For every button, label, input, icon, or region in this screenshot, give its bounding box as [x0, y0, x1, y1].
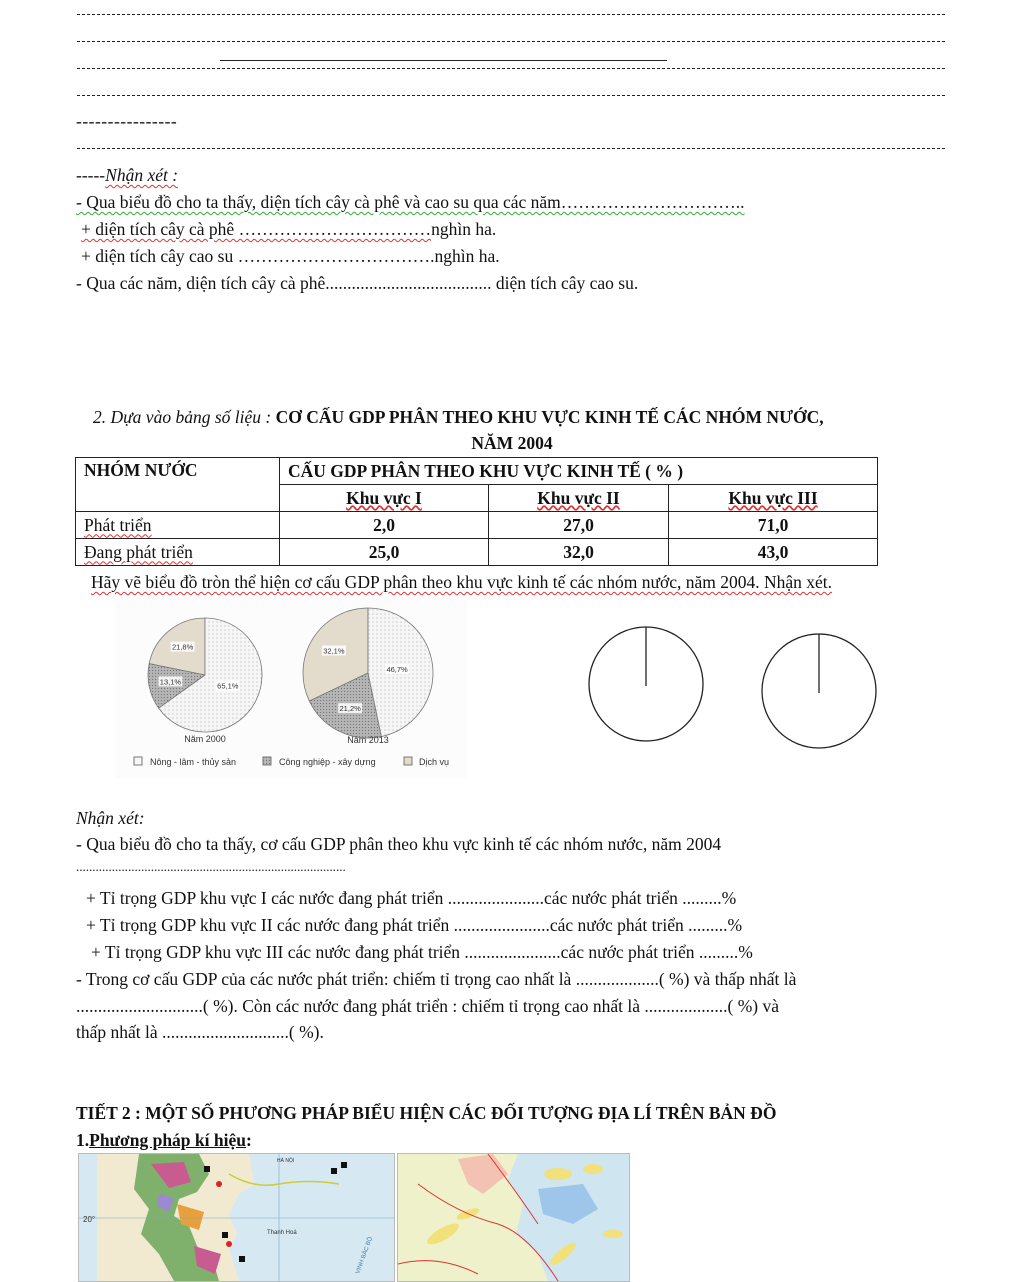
gdp-table	[75, 457, 878, 566]
pie-data-label: 46,7%	[386, 664, 408, 674]
legend-swatch-service	[404, 757, 412, 765]
table-subheader: Khu vực III	[669, 485, 878, 512]
map-place-label: HÀ NỘI	[277, 1158, 295, 1164]
legend-label: Nông - lâm - thủy sản	[150, 757, 237, 767]
blank-pie-drawing-area	[585, 622, 885, 752]
table-row	[76, 512, 878, 539]
table-header-main: CẤU GDP PHÂN THEO KHU VỰC KINH TẾ ( % )	[280, 458, 878, 485]
remark2-line-3: + Tỉ trọng GDP khu vực I các nước đang phát triển ......................các nước phát triển .........%	[86, 888, 737, 908]
table-row-name: Phát triển	[76, 512, 280, 539]
subtitle-number: 1.	[76, 1130, 90, 1150]
legend-label: Dịch vụ	[419, 757, 450, 767]
answer-line	[77, 68, 945, 69]
remark-line-2a: + diện tích cây cà phê ……………………………	[81, 219, 432, 239]
section2-instruction: Hãy vẽ biểu đồ tròn thể hiện cơ cấu GDP phân theo khu vực kinh tế các nhóm nước, năm 2004. Nhận xét.	[91, 572, 833, 592]
lesson2-title: TIẾT 2 : MỘT SỐ PHƯƠNG PHÁP BIỂU HIỆN CÁC ĐỐI TƯỢNG ĐỊA LÍ TRÊN BẢN ĐỒ	[76, 1103, 777, 1123]
remark2-line-1: - Qua biểu đồ cho ta thấy, cơ cấu GDP phân theo khu vực kinh tế các nhóm nước, năm 2004	[76, 834, 722, 854]
table-row	[76, 539, 878, 566]
subtitle-colon: :	[245, 1130, 252, 1150]
pie-title: Năm 2000	[184, 734, 226, 744]
map-left	[78, 1153, 395, 1282]
pie-chart-figure	[115, 600, 467, 778]
remark-line-3: + diện tích cây cao su …………………………….nghìn ha.	[81, 246, 500, 266]
remark2-line-4: + Tỉ trọng GDP khu vực II các nước đang phát triển ......................các nước phát triển .........%	[86, 915, 743, 935]
remark2-line-7: .............................( %). Còn các nước đang phát triển : chiếm tỉ trọng cao nhất là ...................( %) và	[76, 996, 780, 1016]
table-subheader: Khu vực I	[280, 485, 489, 512]
pie-data-label: 21,2%	[339, 704, 361, 714]
section2-heading-italic: 2. Dựa vào bảng số liệu :	[93, 407, 276, 427]
table-row-name: Đang phát triển	[76, 539, 280, 566]
remark-title: Nhận xét :	[105, 165, 179, 185]
table-cell: 25,0	[280, 539, 489, 566]
remark2-title: Nhận xét:	[76, 808, 145, 828]
table-header-group: NHÓM NƯỚC	[76, 458, 280, 512]
pie-data-label: 32,1%	[323, 646, 345, 656]
map-lat-label: 20°	[83, 1215, 96, 1224]
map-right-illustration	[398, 1154, 629, 1281]
table-subheader: Khu vực II	[489, 485, 669, 512]
map-right	[397, 1153, 630, 1282]
remark2-line-5: + Tỉ trọng GDP khu vực III các nước đang phát triển ......................các nước phát triển .........%	[91, 942, 753, 962]
remark-line-2	[81, 218, 496, 240]
lesson2-subtitle	[76, 1129, 252, 1151]
remark2-line-6: - Trong cơ cấu GDP của các nước phát triển: chiếm tỉ trọng cao nhất là ...................( %) và thấp nhất là	[76, 969, 797, 989]
remark-line-4: - Qua các năm, diện tích cây cà phê...................................... diện tích cây cao su.	[76, 273, 639, 293]
remark-line-1: - Qua biểu đồ cho ta thấy, diện tích cây cà phê và cao su qua các năm…………………………..	[76, 192, 745, 212]
table-cell: 32,0	[489, 539, 669, 566]
map-left-illustration	[79, 1154, 394, 1281]
answer-line	[77, 95, 945, 96]
map-place-label: Thanh Hoá	[267, 1230, 297, 1236]
answer-line	[77, 14, 945, 15]
legend-swatch-industry	[263, 757, 271, 765]
pie-chart-2013	[303, 608, 433, 738]
pie-data-label: 65,1%	[217, 681, 239, 691]
answer-line	[77, 148, 945, 149]
pie-data-label: 13,1%	[159, 677, 182, 687]
table-cell: 71,0	[669, 512, 878, 539]
subtitle-text: Phương pháp kí hiệu	[89, 1130, 246, 1150]
table-cell: 2,0	[280, 512, 489, 539]
remark2-line-2: ...................................................................................	[76, 859, 346, 874]
underline-rule	[220, 60, 667, 61]
section2-heading	[93, 406, 824, 428]
short-dash-line: ----------------	[76, 111, 178, 131]
table-cell: 27,0	[489, 512, 669, 539]
legend-label: Công nghiệp - xây dựng	[279, 757, 376, 767]
pie-data-label: 21,8%	[172, 642, 194, 652]
remark-prefix: -----	[76, 165, 106, 185]
remark-line-2b: nghìn ha.	[431, 219, 497, 239]
legend-swatch-agri	[134, 757, 142, 765]
pie-chart-2000	[148, 618, 262, 732]
answer-line	[77, 41, 945, 42]
remark2-line-8: thấp nhất là .............................( %).	[76, 1022, 324, 1042]
pie-title: Năm 2013	[347, 735, 389, 745]
remark-heading	[76, 164, 178, 186]
section2-heading-bold: CƠ CẤU GDP PHÂN THEO KHU VỰC KINH TẾ CÁC NHÓM NƯỚC,	[275, 407, 824, 427]
table-cell: 43,0	[669, 539, 878, 566]
section2-heading-year: NĂM 2004	[471, 433, 553, 453]
map-sea-label: VỊNH BẮC BỘ	[355, 1236, 375, 1275]
